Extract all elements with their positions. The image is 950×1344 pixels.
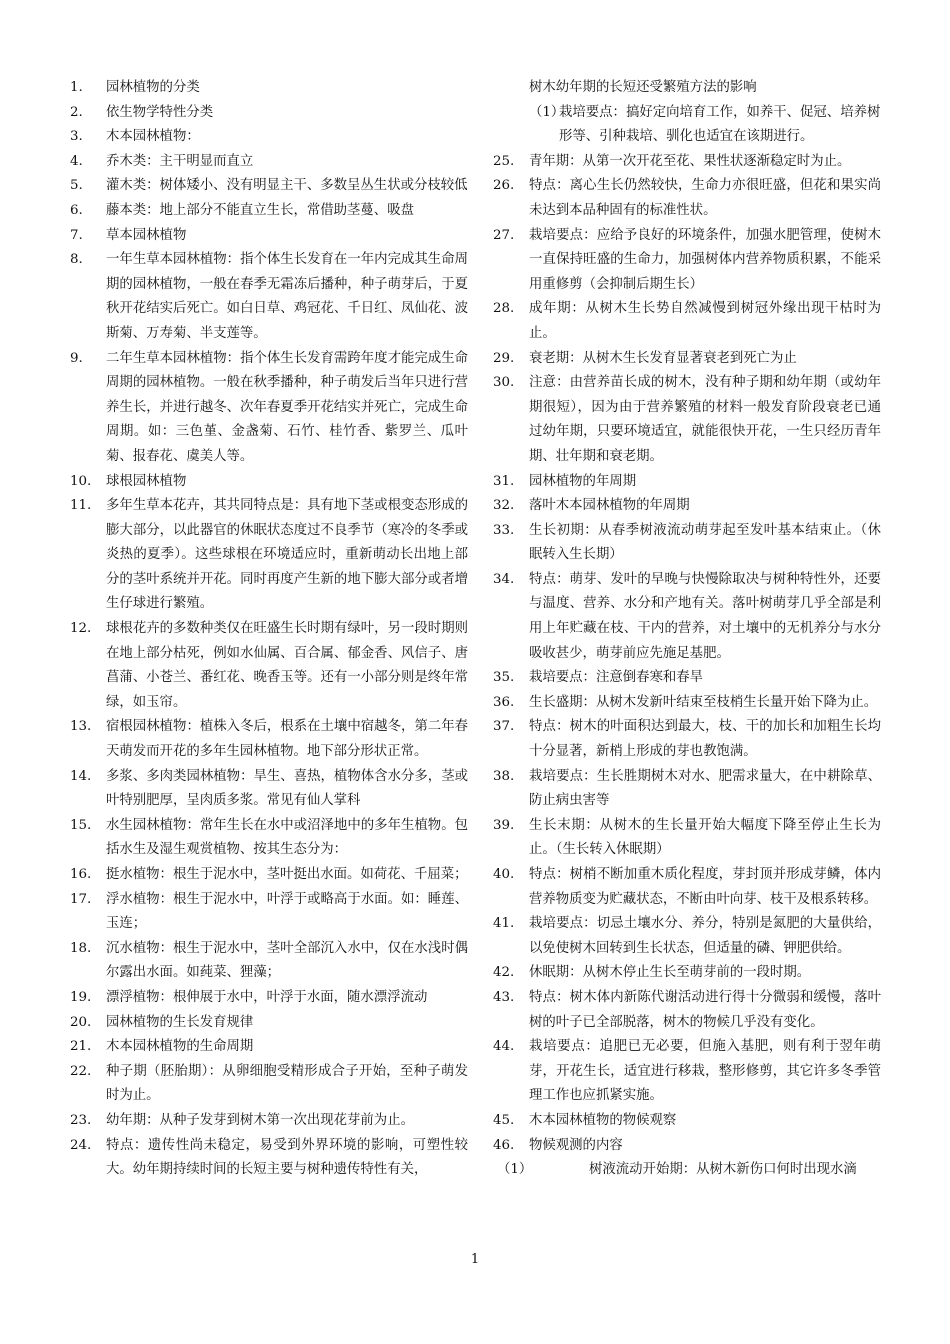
list-item (493, 765, 881, 814)
list-item-text: 特点：离心生长仍然较快，生命力亦很旺盛，但花和果实尚未达到本品种固有的标准性状。 (529, 178, 881, 218)
sub-item (493, 101, 881, 150)
list-item (70, 101, 468, 126)
list-item (70, 150, 468, 175)
list-item-number: 33. (493, 522, 515, 538)
sub-item-number: （1） (529, 104, 565, 120)
list-item-text: 球根园林植物 (106, 473, 187, 489)
list-item (493, 912, 881, 961)
list-item-text: 沉水植物：根生于泥水中，茎叶全部沉入水中，仅在水浅时偶尔露出水面。如莼菜、狸藻； (106, 940, 468, 981)
list-item-number: 20. (70, 1014, 92, 1030)
list-item-number: 22. (70, 1063, 92, 1079)
list-item-number: 24. (70, 1137, 92, 1153)
list-item (70, 347, 468, 470)
list-item-text: 栽培要点：注意倒春寒和春旱 (529, 670, 704, 686)
list-item-number: 12. (70, 621, 92, 637)
list-item (70, 174, 468, 199)
list-item-number: 27. (493, 227, 515, 243)
list-item-text: 衰老期：从树木生长发育显著衰老到死亡为止 (529, 350, 797, 366)
list-item-text: 落叶木本园林植物的年周期 (529, 498, 690, 514)
list-item-text: 栽培要点：追肥已无必要，但施入基肥，则有利于翌年萌芽，开花生长，适宜进行移栽，整形修剪，其它许多冬季管理工作也应抓紧实施。 (529, 1039, 881, 1104)
list-item-text: 特点：树木的叶面积达到最大，枝、干的加长和加粗生长均十分显著，新梢上形成的芽也教饱满。 (529, 719, 881, 760)
sub-item (493, 1158, 881, 1183)
list-item (70, 1134, 468, 1183)
list-item-number: 18. (70, 940, 92, 956)
list-item-text: 园林植物的分类 (106, 80, 200, 95)
list-item-number: 37. (493, 719, 515, 735)
right-list (493, 150, 881, 1158)
list-item (70, 76, 468, 101)
list-item-text: 木本园林植物的生命周期 (106, 1039, 254, 1055)
list-item-text: 青年期：从第一次开花至花、果性状逐渐稳定时为止。 (529, 153, 851, 169)
list-item (493, 715, 881, 764)
list-item (493, 1035, 881, 1109)
list-item (70, 199, 468, 224)
list-item-text: 成年期：从树木生长势自然减慢到树冠外缘出现干枯时为止。 (529, 301, 881, 341)
list-item-text: 生长盛期：从树木发新叶结束至枝梢生长量开始下降为止。 (529, 694, 878, 710)
list-item-text: 挺水植物：根生于泥水中，茎叶挺出水面。如荷花、千屈菜； (106, 867, 468, 882)
list-item-number: 39. (493, 817, 515, 833)
list-item (493, 568, 881, 666)
list-item-text: 宿根园林植物：植株入冬后，根系在土壤中宿越冬，第二年春天萌发而开花的多年生园林植物。地下部分形状正常。 (106, 719, 468, 760)
list-item-number: 36. (493, 694, 515, 710)
right-column (493, 76, 881, 1183)
list-item-number: 16. (70, 867, 92, 882)
list-item-text: 多浆、多肉类园林植物：旱生、喜热，植物体含水分多，茎或叶特别肥厚，呈肉质多浆。常见有仙人掌科 (106, 768, 468, 809)
list-item-text: 灌木类：树体矮小、没有明显主干、多数呈丛生状或分枝较低 (106, 178, 468, 194)
list-item-number: 29. (493, 350, 515, 366)
list-item (493, 297, 881, 346)
list-item (70, 1035, 468, 1060)
list-item (493, 814, 881, 863)
list-item (70, 814, 468, 863)
list-item-text: 依生物学特性分类 (106, 104, 214, 120)
list-item-text: 栽培要点：生长胜期树木对水、肥需求量大，在中耕除草、防止病虫害等 (529, 768, 881, 809)
list-item (70, 125, 468, 150)
list-item-text: 浮水植物：根生于泥水中，叶浮于或略高于水面。如：睡莲、玉连； (106, 891, 468, 932)
list-item-number: 28. (493, 301, 515, 317)
list-item-number: 41. (493, 916, 515, 932)
list-item-number: 15. (70, 817, 92, 833)
list-item (70, 470, 468, 495)
list-item-text: 特点：萌芽、发叶的早晚与快慢除取决与树种特性外，还要与温度、营养、水分和产地有关。落叶树萌芽几乎全部是利用上年贮藏在枝、干内的营养，对土壤中的无机养分与水分吸收甚少，萌芽前应先施足基肥。 (529, 571, 881, 661)
list-item (70, 1109, 468, 1134)
list-item (493, 1134, 881, 1159)
list-item (70, 765, 468, 814)
list-item-text: 二年生草本园林植物：指个体生长发育需跨年度才能完成生命周期的园林植物。一般在秋季播种，种子萌发后当年只进行营养生长，并进行越冬、次年春夏季开花结实并死亡，完成生命周期。如：三色堇、金盏菊、石竹、桂竹香、紫罗兰、瓜叶菊、报春花、虞美人等。 (106, 350, 468, 464)
list-item-number: 7. (70, 227, 83, 243)
list-item (493, 150, 881, 175)
list-item (493, 347, 881, 372)
list-item (493, 174, 881, 223)
list-item-text: 特点：树木体内新陈代谢活动进行得十分微弱和缓慢，落叶树的叶子已全部脱落，树木的物候几乎没有变化。 (529, 989, 881, 1030)
list-item-number: 3. (70, 129, 83, 145)
list-item-number: 45. (493, 1112, 515, 1128)
list-item-text: 生长初期：从春季树液流动萌芽起至发叶基本结束止。（休眠转入生长期） (529, 522, 881, 563)
list-item-number: 5. (70, 178, 83, 194)
sub-item-text: 栽培要点：搞好定向培育工作，如养干、促冠、培养树形等、引种栽培、驯化也适宜在该期进行。 (559, 104, 881, 145)
list-item (493, 519, 881, 568)
list-item (493, 224, 881, 298)
list-item (70, 937, 468, 986)
list-item-number: 21. (70, 1039, 92, 1055)
list-item-text: 一年生草本园林植物：指个体生长发育在一年内完成其生命周期的园林植物，一般在春季无霜冻后播种，种子萌芽后，于夏秋开花结实后死亡。如白日草、鸡冠花、千日红、凤仙花、波斯菊、万寿菊、半支莲等。 (106, 252, 468, 341)
list-item-number: 40. (493, 867, 515, 882)
list-item-number: 32. (493, 498, 515, 514)
list-item (70, 986, 468, 1011)
list-item-text: 水生园林植物：常年生长在水中或沼泽地中的多年生植物。包括水生及湿生观赏植物、按其生态分为： (106, 817, 468, 858)
list-item-number: 44. (493, 1039, 515, 1055)
list-item-number: 43. (493, 989, 515, 1005)
list-item-number: 19. (70, 989, 92, 1005)
list-item-number: 14. (70, 768, 92, 784)
list-item-number: 31. (493, 473, 515, 489)
list-item-number: 17. (70, 891, 92, 907)
list-item (493, 691, 881, 716)
list-item-number: 9. (70, 350, 83, 366)
list-item-text: 物候观测的内容 (529, 1137, 623, 1153)
list-item-number: 34. (493, 571, 515, 587)
list-item (493, 863, 881, 912)
list-item-text: 种子期（胚胎期）：从卵细胞受精形成合子开始，至种子萌发时为止。 (106, 1063, 468, 1104)
list-item-number: 38. (493, 768, 515, 784)
list-item-text: 休眠期：从树木停止生长至萌芽前的一段时期。 (529, 965, 811, 981)
list-item-number: 23. (70, 1112, 92, 1128)
list-item-text: 栽培要点：应给予良好的环境条件，加强水肥管理，使树木一直保持旺盛的生命力，加强树体内营养物质积累，不能采用重修剪（会抑制后期生长） (529, 227, 881, 292)
list-item-number: 4. (70, 153, 83, 169)
list-item-text: 园林植物的年周期 (529, 473, 637, 489)
list-item (70, 248, 468, 346)
list-item-text: 球根花卉的多数种类仅在旺盛生长时期有绿叶，另一段时期则在地上部分枯死，例如水仙属、百合属、郁金香、风信子、唐菖蒲、小苍兰、番红花、晚香玉等。还有一小部分则是终年常绿，如玉帘。 (106, 621, 468, 710)
list-item-text: 草本园林植物 (106, 227, 187, 243)
continuation-line: 树木幼年期的长短还受繁殖方法的影响 (529, 80, 757, 95)
page-number: 1 (470, 1252, 480, 1267)
list-item-text: 特点：遗传性尚未稳定，易受到外界环境的影响，可塑性较大。幼年期持续时间的长短主要与树种遗传特性有关， (106, 1137, 468, 1178)
list-item-text: 生长末期：从树木的生长量开始大幅度下降至停止生长为止。（生长转入休眠期） (529, 817, 881, 858)
sub-item-text: 树液流动开始期：从树木新伤口何时出现水滴 (589, 1162, 857, 1178)
list-item-text: 注意：由营养苗长成的树木，没有种子期和幼年期（或幼年期很短），因为由于营养繁殖的材料一般发育阶段衰老已通过幼年期，只要环境适宜，就能很快开花，一生只经历青年期、壮年期和衰老期。 (529, 375, 881, 464)
list-item-number: 13. (70, 719, 92, 735)
list-item (493, 371, 881, 469)
list-item (70, 863, 468, 888)
list-item (70, 494, 468, 617)
sub-item-number: （1） (497, 1162, 533, 1178)
list-item-text: 园林植物的生长发育规律 (106, 1014, 254, 1030)
list-item (493, 666, 881, 691)
list-item-text: 栽培要点：切忌土壤水分、养分，特别是氮肥的大量供给，以免使树木回转到生长状态，但适量的磷、钾肥供给。 (529, 916, 881, 956)
continued-text (493, 76, 881, 101)
left-column (70, 76, 468, 1183)
list-item-text: 幼年期：从种子发芽到树木第一次出现花芽前为止。 (106, 1112, 414, 1128)
list-item-number: 2. (70, 104, 83, 120)
list-item-text: 木本园林植物的物候观察 (529, 1112, 677, 1128)
list-item-text: 木本园林植物： (106, 129, 200, 145)
list-item-number: 1. (70, 80, 83, 95)
list-item (70, 1011, 468, 1036)
list-item-number: 25. (493, 153, 515, 169)
list-item (493, 1109, 881, 1134)
list-item (493, 470, 881, 495)
list-item-number: 11. (70, 498, 92, 514)
list-item (70, 888, 468, 937)
list-item (70, 224, 468, 249)
list-item (493, 986, 881, 1035)
list-item (70, 617, 468, 715)
list-item-number: 46. (493, 1137, 515, 1153)
list-item-number: 8. (70, 252, 83, 268)
list-item-number: 42. (493, 965, 515, 981)
list-item (70, 715, 468, 764)
list-item (493, 961, 881, 986)
list-item-number: 26. (493, 178, 515, 194)
list-item-text: 漂浮植物：根伸展于水中，叶浮于水面，随水漂浮流动 (106, 989, 428, 1005)
list-item-number: 10. (70, 473, 92, 489)
list-item-text: 乔木类：主干明显而直立 (106, 153, 254, 169)
list-item-number: 35. (493, 670, 515, 686)
list-item (493, 494, 881, 519)
list-item-text: 特点：树梢不断加重木质化程度，芽封顶并形成芽鳞，体内营养物质变为贮藏状态，不断由叶向芽、枝干及根系转移。 (529, 867, 881, 907)
list-item-number: 6. (70, 202, 83, 218)
list-item (70, 1060, 468, 1109)
list-item-text: 藤本类：地上部分不能直立生长，常借助茎蔓、吸盘 (106, 202, 414, 218)
list-item-number: 30. (493, 375, 515, 391)
list-item-text: 多年生草本花卉，其共同特点是：具有地下茎或根变态形成的膨大部分，以此器官的休眠状态度过不良季节（寒冷的冬季或炎热的夏季）。这些球根在环境适应时，重新萌动长出地上部分的茎叶系统并开花。同时再度产生新的地下膨大部分或者增生仔球进行繁殖。 (106, 498, 468, 612)
